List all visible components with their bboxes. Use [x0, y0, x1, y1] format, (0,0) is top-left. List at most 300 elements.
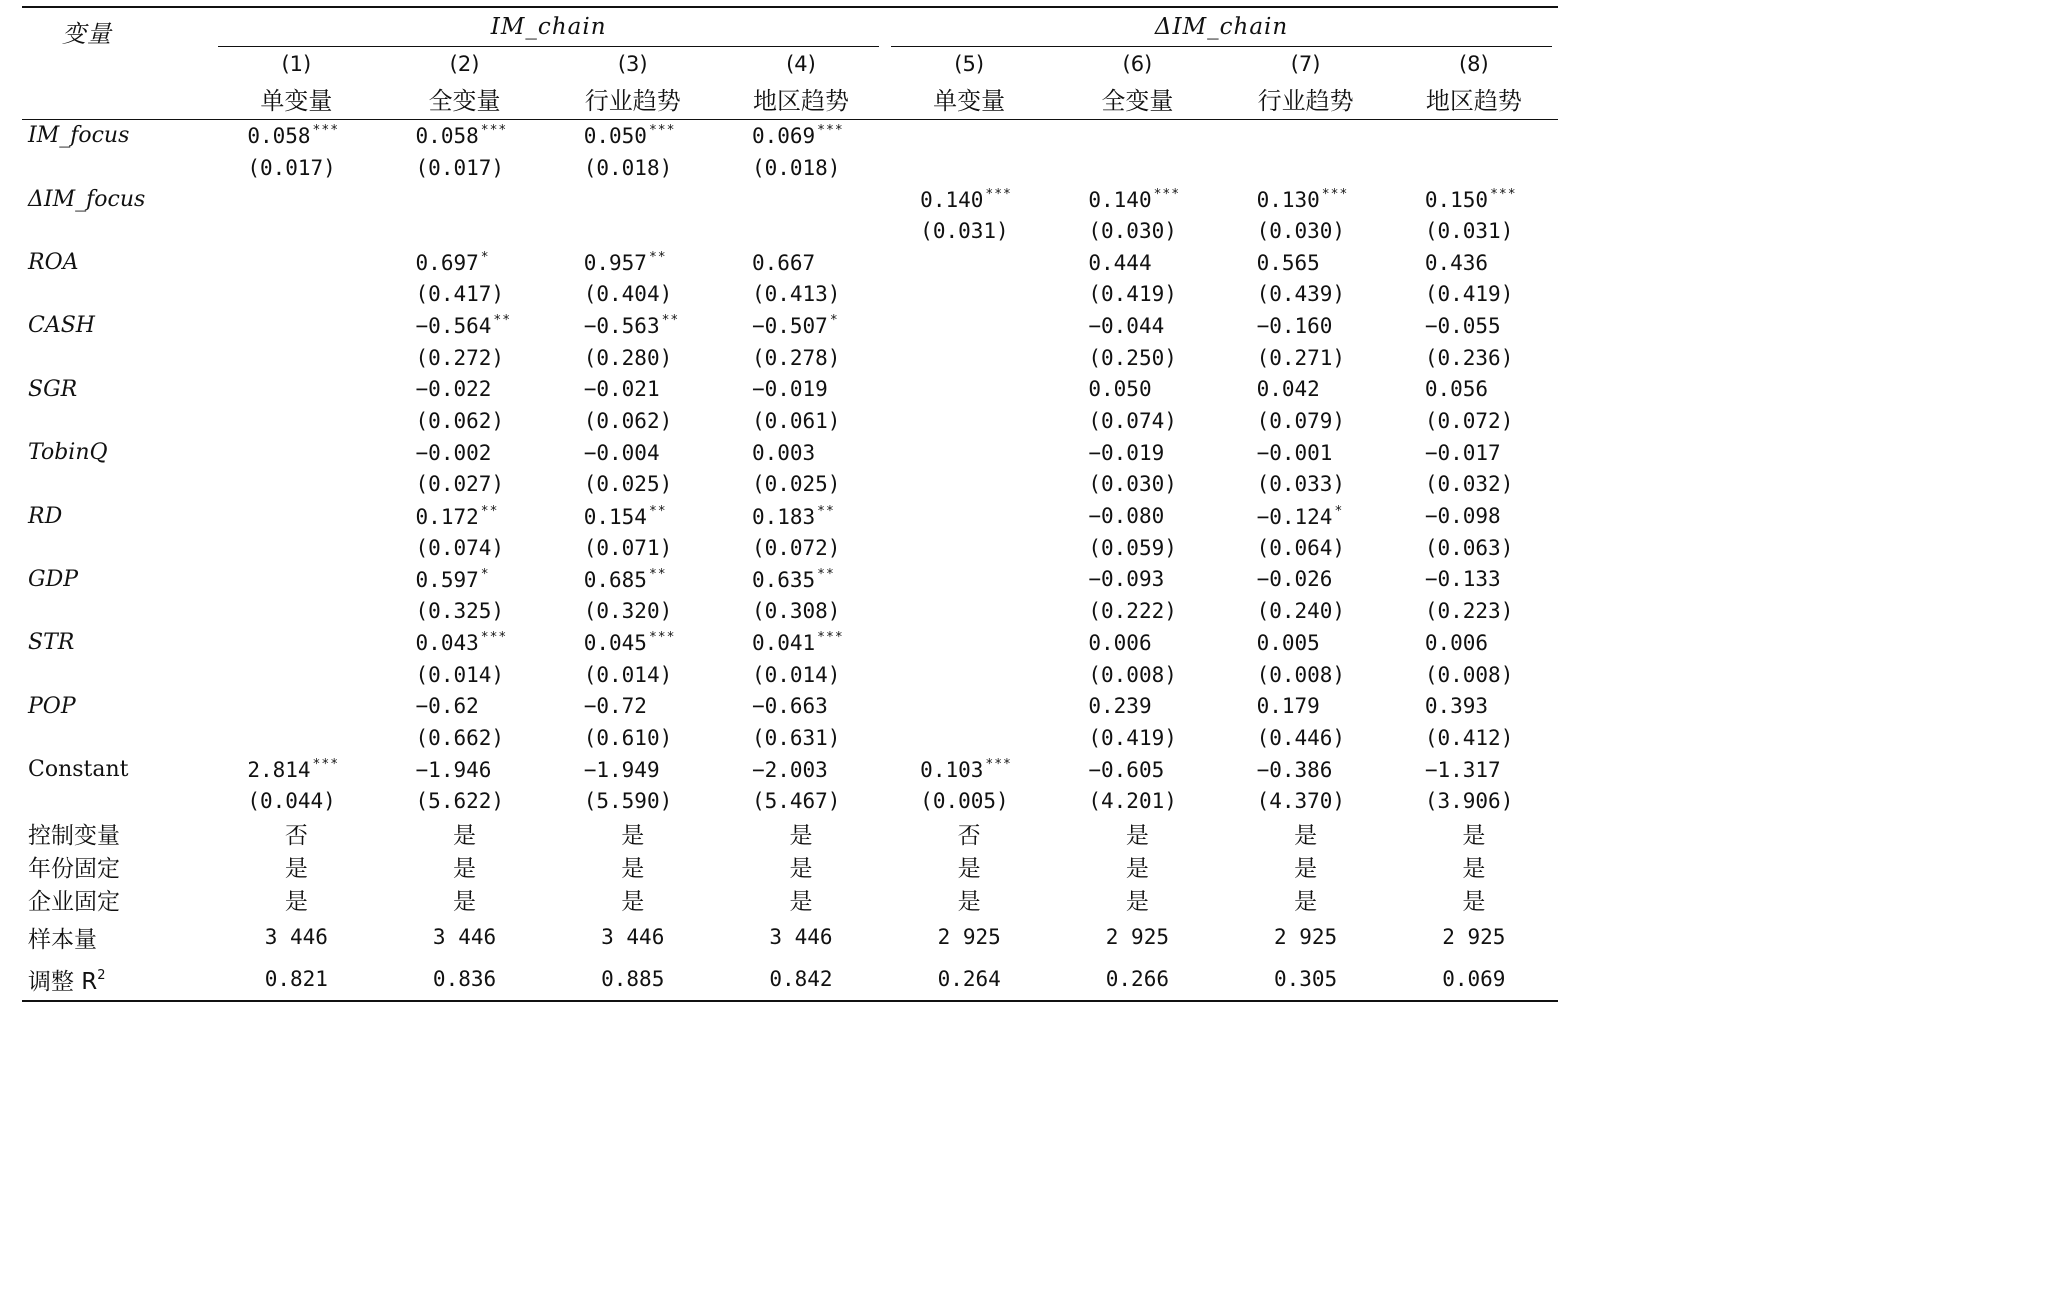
standard-error-cell	[1390, 532, 1558, 564]
coefficient-number: 0.050	[1088, 377, 1152, 402]
coefficient-value	[1088, 758, 1196, 782]
standard-error-cell	[885, 278, 1053, 310]
standard-error-cell	[1053, 532, 1221, 564]
coefficient-cell	[1053, 374, 1221, 406]
coefficient-value	[584, 250, 692, 275]
standard-error-cell	[380, 278, 548, 310]
standard-error-cell	[549, 722, 717, 754]
coefficient-cell	[212, 690, 380, 722]
coefficient-value	[1425, 504, 1533, 528]
coefficient-cell	[717, 374, 885, 406]
significance-stars: ***	[480, 630, 508, 646]
statistic-value: 3 446	[432, 925, 497, 950]
regression-table-container	[22, 6, 1558, 1002]
coefficient-cell	[885, 500, 1053, 532]
coefficient-cell	[1390, 183, 1558, 215]
standard-error-value: (0.008)	[1256, 662, 1346, 687]
standard-error-cell	[717, 278, 885, 310]
coefficient-number: 0.697	[415, 251, 479, 276]
standard-error-value: (5.590)	[583, 789, 673, 814]
standard-error-value: (0.030)	[1256, 218, 1346, 243]
coefficient-value	[1088, 694, 1196, 718]
coefficient-value	[416, 630, 524, 655]
control-value: 是	[1462, 889, 1486, 916]
coefficient-number: −0.080	[1088, 504, 1165, 529]
standard-error-value: (5.467)	[751, 789, 841, 814]
coefficient-cell	[717, 183, 885, 215]
standard-error-value: (0.014)	[415, 662, 505, 687]
coefficient-cell	[885, 120, 1053, 152]
group-header-delta-im-chain	[885, 7, 1558, 47]
coefficient-cell	[212, 437, 380, 469]
standard-error-cell	[1390, 722, 1558, 754]
group-label-im-chain: IM_chain	[218, 8, 879, 47]
standard-error-value: (4.370)	[1256, 789, 1346, 814]
significance-stars: ***	[312, 757, 340, 773]
coef-row-rd	[22, 500, 1558, 532]
standard-error-cell	[549, 532, 717, 564]
control-row	[22, 883, 1558, 916]
se-row-str	[22, 659, 1558, 691]
control-row	[22, 850, 1558, 883]
standard-error-cell	[885, 659, 1053, 691]
se-row-roa	[22, 278, 1558, 310]
standard-error-value: (0.062)	[415, 409, 505, 434]
se-row-gdp	[22, 595, 1558, 627]
significance-stars: ***	[480, 123, 508, 139]
coefficient-cell	[212, 310, 380, 342]
standard-error-value: (0.025)	[583, 472, 673, 497]
coefficient-value	[1425, 187, 1533, 212]
coefficient-value	[752, 251, 860, 275]
control-value: 是	[957, 856, 981, 883]
coefficient-cell	[1053, 564, 1221, 596]
standard-error-value: (0.027)	[415, 472, 505, 497]
standard-error-value: (0.412)	[1424, 725, 1514, 750]
coefficient-cell	[212, 247, 380, 279]
coefficient-cell	[1221, 754, 1389, 786]
coefficient-cell	[380, 627, 548, 659]
variable-name: ROA	[28, 250, 79, 276]
coefficient-cell	[549, 564, 717, 596]
coefficient-value	[1257, 758, 1365, 782]
coefficient-cell	[1221, 627, 1389, 659]
standard-error-cell	[885, 469, 1053, 501]
standard-error-value: (0.446)	[1256, 725, 1346, 750]
standard-error-cell	[1221, 152, 1389, 184]
statistic-value: 0.842	[769, 967, 833, 992]
standard-error-cell	[212, 595, 380, 627]
control-name: 企业固定	[28, 889, 120, 916]
coefficient-number: −0.564	[415, 314, 492, 339]
coefficient-cell	[212, 627, 380, 659]
standard-error-cell	[885, 595, 1053, 627]
standard-error-cell	[380, 722, 548, 754]
variable-name: ΔIM_focus	[28, 186, 146, 212]
coef-row-gdp	[22, 564, 1558, 596]
coefficient-number: 0.003	[751, 440, 816, 465]
standard-error-cell	[549, 342, 717, 374]
standard-error-cell	[212, 152, 380, 184]
coefficient-value	[584, 441, 692, 465]
coefficient-number: −0.160	[1256, 313, 1333, 338]
standard-error-cell	[212, 405, 380, 437]
standard-error-cell	[1390, 785, 1558, 817]
variable-name: TobinQ	[28, 440, 108, 466]
coefficient-value	[920, 757, 1028, 782]
standard-error-cell	[212, 342, 380, 374]
coefficient-cell	[1390, 754, 1558, 786]
coef-row-imfocus	[22, 120, 1558, 152]
standard-error-value: (0.031)	[920, 218, 1009, 243]
coefficient-number: 0.058	[247, 124, 311, 149]
coefficient-cell	[1221, 183, 1389, 215]
coefficient-number: 0.069	[751, 124, 816, 149]
coef-row-imfocus	[22, 183, 1558, 215]
coefficient-number: 0.005	[1256, 630, 1320, 655]
standard-error-value: (0.413)	[751, 282, 841, 307]
standard-error-value: (0.030)	[1088, 472, 1177, 497]
standard-error-cell	[717, 342, 885, 374]
column-label-8: 地区趋势	[1425, 87, 1522, 115]
standard-error-cell	[212, 278, 380, 310]
coefficient-value	[584, 504, 692, 529]
coefficient-value	[1257, 314, 1365, 338]
standard-error-cell	[549, 785, 717, 817]
statistic-value: 2 925	[1273, 925, 1338, 950]
table-body	[22, 120, 1558, 1002]
coefficient-cell	[1390, 564, 1558, 596]
standard-error-value: (0.079)	[1256, 409, 1346, 434]
standard-error-cell	[212, 659, 380, 691]
standard-error-cell	[717, 722, 885, 754]
statistic-name	[22, 958, 212, 1001]
coefficient-number: 0.045	[583, 631, 647, 656]
standard-error-cell	[380, 659, 548, 691]
significance-stars: *	[829, 313, 839, 329]
standard-error-cell	[717, 659, 885, 691]
coefficient-number: 0.565	[1256, 250, 1320, 275]
standard-error-value: (0.631)	[751, 725, 841, 750]
coefficient-value	[416, 694, 524, 718]
control-row	[22, 817, 1558, 850]
coefficient-number: 0.041	[751, 631, 816, 656]
coefficient-cell	[1221, 247, 1389, 279]
coefficient-cell	[885, 374, 1053, 406]
control-value: 是	[1462, 823, 1486, 850]
coefficient-cell	[549, 500, 717, 532]
coefficient-cell	[212, 374, 380, 406]
significance-stars: **	[493, 313, 512, 329]
column-number-7: (7)	[1290, 52, 1321, 76]
coef-row-roa	[22, 247, 1558, 279]
coefficient-number: 0.006	[1088, 630, 1152, 655]
coefficient-value	[752, 441, 860, 465]
regression-table	[22, 6, 1558, 1002]
coefficient-cell	[380, 754, 548, 786]
coefficient-number: −0.124	[1256, 504, 1333, 529]
coefficient-cell	[380, 310, 548, 342]
coefficient-value	[416, 123, 524, 148]
standard-error-value: (0.419)	[1088, 725, 1177, 750]
coefficient-cell	[885, 627, 1053, 659]
standard-error-cell	[1053, 152, 1221, 184]
standard-error-value: (0.072)	[751, 535, 841, 560]
statistic-value: 0.836	[432, 967, 497, 992]
statistic-value: 2 925	[1442, 925, 1506, 950]
standard-error-cell	[549, 215, 717, 247]
control-value: 是	[1294, 823, 1318, 850]
coefficient-value	[1425, 694, 1533, 718]
standard-error-cell	[380, 405, 548, 437]
coefficient-cell	[717, 247, 885, 279]
variable-name-spacer	[22, 532, 212, 564]
standard-error-value: (0.250)	[1088, 345, 1177, 370]
coefficient-number: −0.62	[415, 694, 479, 719]
coefficient-value	[1425, 631, 1533, 655]
control-value: 是	[1462, 856, 1486, 883]
coefficient-number: 0.150	[1424, 187, 1489, 212]
coefficient-cell	[1053, 120, 1221, 152]
se-row-constant	[22, 785, 1558, 817]
standard-error-value: (0.223)	[1424, 599, 1514, 624]
standard-error-cell	[717, 469, 885, 501]
standard-error-value: (0.014)	[751, 662, 841, 687]
standard-error-cell	[549, 152, 717, 184]
coefficient-value	[1257, 567, 1365, 591]
coefficient-number: −0.019	[751, 377, 828, 402]
coefficient-value	[1088, 314, 1196, 338]
coefficient-value	[584, 758, 692, 782]
coef-row-constant	[22, 754, 1558, 786]
table-header	[22, 7, 1558, 120]
coefficient-value	[920, 187, 1028, 212]
coefficient-cell	[1390, 374, 1558, 406]
standard-error-value: (0.280)	[583, 345, 673, 370]
significance-stars: ***	[648, 123, 676, 139]
coefficient-value	[1088, 187, 1196, 212]
coefficient-cell	[549, 754, 717, 786]
coefficient-cell	[885, 183, 1053, 215]
coefficient-value	[1257, 251, 1365, 275]
standard-error-value: (0.018)	[751, 155, 841, 180]
variable-name-spacer	[22, 278, 212, 310]
column-number-1: (1)	[281, 52, 312, 76]
standard-error-cell	[1053, 785, 1221, 817]
standard-error-cell	[1221, 405, 1389, 437]
coefficient-value	[1257, 631, 1365, 655]
coefficient-number: −0.507	[751, 314, 828, 339]
coefficient-cell	[380, 690, 548, 722]
control-value: 是	[789, 823, 813, 850]
standard-error-cell	[212, 469, 380, 501]
standard-error-value: (0.272)	[415, 345, 505, 370]
coefficient-value	[752, 123, 860, 148]
coef-row-cash	[22, 310, 1558, 342]
standard-error-value: (0.610)	[583, 725, 673, 750]
coefficient-value	[416, 504, 524, 529]
column-label-6: 全变量	[1101, 87, 1174, 115]
standard-error-cell	[885, 532, 1053, 564]
control-value: 是	[789, 856, 813, 883]
coefficient-cell	[380, 247, 548, 279]
coefficient-cell	[1221, 120, 1389, 152]
coefficient-value	[752, 567, 860, 592]
coefficient-number: −1.949	[583, 757, 660, 782]
significance-stars: **	[661, 313, 680, 329]
coefficient-cell	[549, 627, 717, 659]
coefficient-cell	[380, 374, 548, 406]
coefficient-number: −0.004	[583, 440, 660, 465]
statistic-value: 3 446	[601, 925, 665, 950]
standard-error-value: (0.031)	[1424, 218, 1514, 243]
significance-stars: ***	[1490, 186, 1517, 202]
standard-error-cell	[717, 405, 885, 437]
control-value: 是	[453, 856, 477, 883]
standard-error-cell	[1221, 722, 1389, 754]
standard-error-cell	[549, 659, 717, 691]
standard-error-value: (0.063)	[1424, 535, 1514, 560]
variable-name-spacer	[22, 152, 212, 184]
coefficient-value	[416, 567, 524, 592]
significance-stars: **	[480, 503, 499, 519]
standard-error-value: (0.419)	[1424, 282, 1514, 307]
standard-error-cell	[212, 722, 380, 754]
coefficient-number: −0.563	[583, 314, 660, 339]
coefficient-cell	[717, 500, 885, 532]
statistic-name	[22, 916, 212, 958]
coefficient-number: −0.098	[1424, 504, 1501, 529]
standard-error-value: (0.417)	[415, 282, 505, 307]
se-row-sgr	[22, 405, 1558, 437]
significance-stars: ***	[985, 186, 1012, 202]
coefficient-cell	[717, 310, 885, 342]
coefficient-cell	[1221, 500, 1389, 532]
coefficient-value	[584, 567, 692, 592]
standard-error-value: (0.236)	[1424, 345, 1514, 370]
standard-error-value: (5.622)	[415, 789, 505, 814]
coefficient-value	[416, 758, 524, 782]
significance-stars: ***	[817, 630, 844, 646]
significance-stars: **	[817, 566, 835, 582]
column-number-4: (4)	[786, 52, 816, 76]
standard-error-cell	[1053, 659, 1221, 691]
standard-error-cell	[1221, 278, 1389, 310]
significance-stars: ***	[1321, 186, 1349, 202]
se-row-cash	[22, 342, 1558, 374]
standard-error-cell	[1053, 469, 1221, 501]
variable-name-spacer	[22, 659, 212, 691]
standard-error-cell	[549, 595, 717, 627]
coefficient-cell	[212, 564, 380, 596]
coefficient-number: −0.002	[415, 440, 492, 465]
coefficient-value	[584, 694, 692, 718]
control-value: 是	[621, 889, 645, 916]
coefficient-cell	[717, 754, 885, 786]
statistic-superscript: 2	[97, 967, 106, 983]
coefficient-number: −0.044	[1088, 313, 1165, 338]
coefficient-number: 2.814	[247, 758, 311, 783]
standard-error-cell	[380, 215, 548, 247]
variable-name: RD	[28, 503, 63, 529]
significance-stars: ***	[312, 123, 340, 139]
coefficient-value	[416, 377, 524, 401]
standard-error-cell	[1221, 469, 1389, 501]
column-number-5: (5)	[954, 52, 985, 76]
standard-error-value: (0.404)	[583, 282, 673, 307]
coef-row-sgr	[22, 374, 1558, 406]
coefficient-number: 0.056	[1424, 377, 1489, 402]
se-row-imfocus	[22, 152, 1558, 184]
standard-error-value: (0.074)	[415, 535, 505, 560]
coefficient-value	[752, 694, 860, 718]
standard-error-cell	[1221, 595, 1389, 627]
standard-error-value: (0.025)	[751, 472, 841, 497]
statistic-value: 3 446	[769, 925, 833, 950]
standard-error-value: (0.030)	[1088, 218, 1177, 243]
statistic-value: 3 446	[264, 925, 328, 950]
standard-error-cell	[885, 152, 1053, 184]
coefficient-number: −0.605	[1088, 757, 1165, 782]
coefficient-number: 0.179	[1256, 694, 1320, 719]
significance-stars: **	[648, 503, 667, 519]
coefficient-number: 0.006	[1424, 630, 1489, 655]
statistic-value: 0.821	[264, 967, 328, 992]
column-number-6: (6)	[1122, 52, 1153, 76]
statistic-value: 0.264	[937, 967, 1001, 992]
coefficient-cell	[212, 120, 380, 152]
standard-error-value: (0.018)	[583, 155, 673, 180]
coefficient-value	[1257, 377, 1365, 401]
control-value: 否	[284, 823, 308, 850]
coefficient-number: −2.003	[751, 757, 828, 782]
standard-error-cell	[717, 532, 885, 564]
standard-error-cell	[549, 469, 717, 501]
standard-error-cell	[1390, 595, 1558, 627]
group-header-row	[22, 7, 1558, 47]
coefficient-cell	[1390, 120, 1558, 152]
control-value: 是	[957, 889, 981, 916]
standard-error-value: (0.017)	[247, 155, 336, 180]
statistic-label: 调整 R	[28, 968, 98, 995]
coefficient-cell	[549, 437, 717, 469]
standard-error-cell	[1390, 152, 1558, 184]
standard-error-value: (0.008)	[1088, 662, 1177, 687]
coefficient-cell	[885, 310, 1053, 342]
coefficient-value	[584, 313, 692, 338]
coefficient-number: 0.183	[751, 504, 816, 529]
column-label-2: 全变量	[428, 87, 501, 115]
standard-error-value: (0.017)	[415, 155, 505, 180]
standard-error-value: (0.278)	[751, 345, 841, 370]
control-value: 是	[789, 889, 813, 916]
coefficient-number: −1.317	[1424, 757, 1501, 782]
coefficient-value	[1088, 631, 1196, 655]
coefficient-cell	[380, 564, 548, 596]
coefficient-cell	[549, 247, 717, 279]
standard-error-cell	[1390, 278, 1558, 310]
control-value: 是	[1294, 856, 1318, 883]
coef-row-tobinq	[22, 437, 1558, 469]
standard-error-value: (0.271)	[1256, 345, 1346, 370]
standard-error-value: (3.906)	[1424, 789, 1514, 814]
coefficient-cell	[717, 120, 885, 152]
coefficient-cell	[1390, 437, 1558, 469]
standard-error-value: (0.072)	[1424, 409, 1514, 434]
significance-stars: **	[817, 503, 835, 519]
coefficient-cell	[549, 120, 717, 152]
coefficient-value	[1257, 187, 1365, 212]
